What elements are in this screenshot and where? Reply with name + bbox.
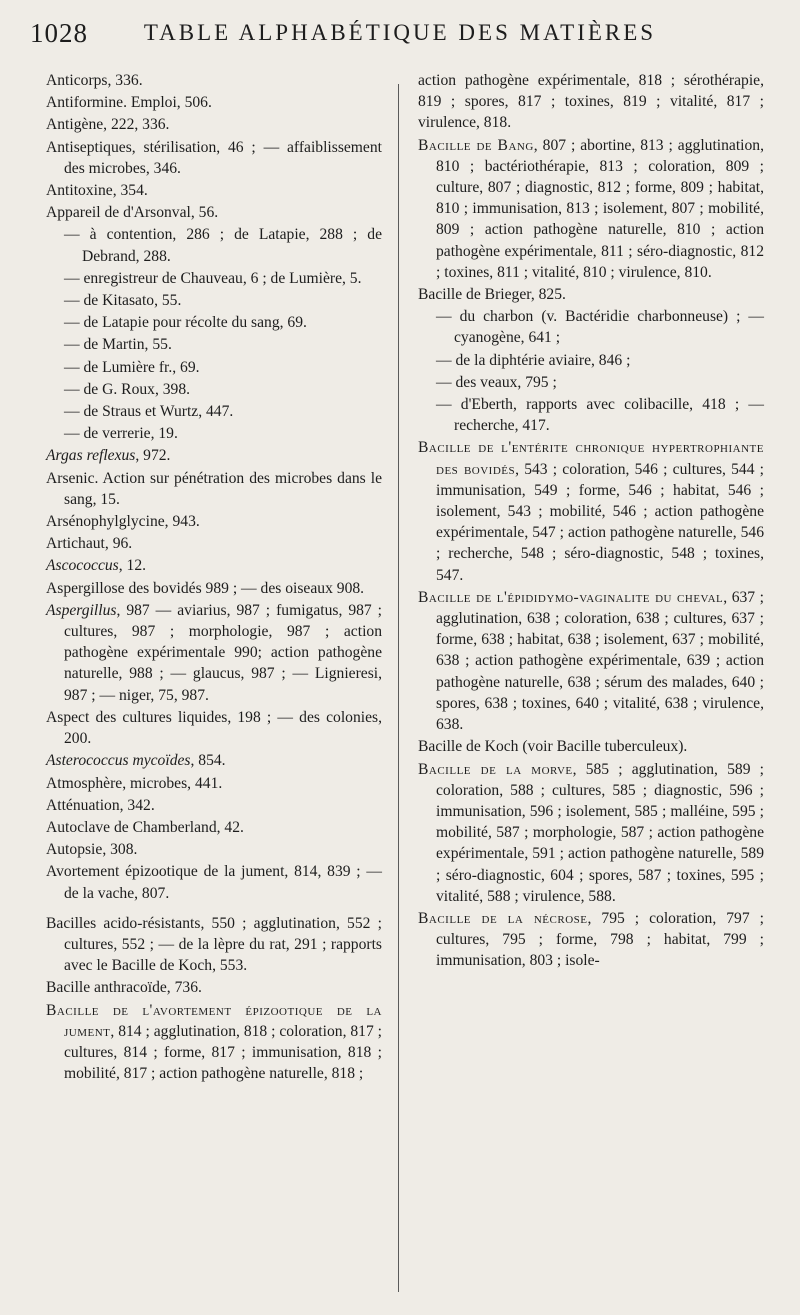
index-entry bbox=[418, 437, 764, 585]
index-entry bbox=[46, 817, 382, 838]
entry-term: Bacille de l'entérite chronique hypertrophiante des bovidés bbox=[418, 439, 764, 478]
index-entry bbox=[418, 394, 764, 436]
entry-term: Bacille de Brieger bbox=[418, 286, 531, 304]
entry-term: Avortement bbox=[46, 863, 120, 881]
entry-term: Bacilles acido-résistants bbox=[46, 914, 201, 932]
entry-term: Bacille de la morve bbox=[418, 760, 573, 778]
entry-term: Ascococcus bbox=[46, 557, 119, 575]
entry-references: , 807 ; abortine, 813 ; agglutination, 810 ; bactériothérapie, 813 ; coloration, 809 ; culture, 807 ; diagnostic, 812 ; forme, 809 ; habitat, 810 ; immunisation, 813 ; isolement, 807 ; mobilité, 809 ; action pathogène naturelle, 810 ; action pathogène expérimentale, 811 ; séro-diagnostic, 812 ; toxines, 811 ; vitalité, 810 ; virulence, 810. bbox=[436, 136, 764, 281]
index-entry bbox=[46, 468, 382, 510]
entry-references: Action sur pénétration des microbes dans le sang, 15. bbox=[64, 469, 382, 508]
entry-term: Atténuation bbox=[46, 796, 120, 814]
entry-references: — d'Eberth, rapports avec colibacille, 418 ; — recherche, 417. bbox=[436, 396, 764, 435]
entry-term: Aspergillose bbox=[46, 579, 125, 597]
entry-references: , 550 ; agglutination, 552 ; cultures, 552 ; — de la lèpre du rat, 291 ; rapports avec le Bacille de Koch, 553. bbox=[64, 914, 382, 975]
index-entry bbox=[46, 423, 382, 444]
index-entry bbox=[46, 137, 382, 179]
entry-references: , 854. bbox=[190, 752, 226, 770]
entry-references: , 354. bbox=[112, 182, 148, 200]
entry-references: — de Latapie pour récolte du sang, 69. bbox=[64, 314, 307, 332]
entry-term: Asterococcus mycoïdes bbox=[46, 752, 191, 770]
entry-references: — de Straus et Wurtz, 447. bbox=[64, 403, 234, 421]
entry-references: , 972. bbox=[135, 447, 171, 465]
index-entry bbox=[418, 350, 764, 371]
entry-references: — de Lumière fr., 69. bbox=[64, 358, 200, 376]
entry-references: — de G. Roux, 398. bbox=[64, 380, 191, 398]
entry-term: Antiseptiques bbox=[46, 138, 132, 156]
index-entry bbox=[46, 555, 382, 576]
entry-term: Antiformine. bbox=[46, 94, 127, 112]
index-entry bbox=[46, 533, 382, 554]
entry-references: — des veaux, 795 ; bbox=[436, 373, 557, 391]
index-entry bbox=[46, 70, 382, 91]
index-entry bbox=[46, 600, 382, 706]
entry-references: (voir Bacille tuberculeux). bbox=[518, 738, 688, 756]
entry-references: action pathogène expérimentale, 818 ; sérothérapie, 819 ; spores, 817 ; toxines, 819 ; vitalité, 817 ; virulence, 818. bbox=[418, 72, 764, 132]
entry-term: Bacille anthracoïde bbox=[46, 979, 167, 997]
entry-references: des bovidés 989 ; — des oiseaux 908. bbox=[124, 579, 365, 597]
index-entry bbox=[46, 511, 382, 532]
entry-references: de Chamberland, 42. bbox=[110, 818, 244, 836]
entry-term: Bacille de la nécrose bbox=[418, 909, 588, 927]
entry-references: , 943. bbox=[164, 513, 200, 531]
index-entry bbox=[46, 290, 382, 311]
index-entry bbox=[46, 180, 382, 201]
index-entry bbox=[46, 334, 382, 355]
page-number: 1028 bbox=[30, 18, 88, 48]
entry-references: — de la diphtérie aviaire, 846 ; bbox=[436, 351, 631, 369]
entry-term: Anticorps bbox=[46, 72, 108, 89]
entry-term: Bacille de Koch bbox=[418, 738, 519, 756]
index-entry bbox=[46, 379, 382, 400]
column-divider bbox=[398, 84, 399, 1292]
entry-references: — de Martin, 55. bbox=[64, 336, 172, 354]
index-entry bbox=[46, 114, 382, 135]
index-entry bbox=[418, 736, 764, 757]
entry-references: — enregistreur de Chauveau, 6 ; de Lumière, 5. bbox=[64, 269, 362, 287]
entry-references: , 12. bbox=[118, 557, 147, 575]
index-entry bbox=[418, 306, 764, 348]
index-entry bbox=[46, 268, 382, 289]
entry-references: — de Kitasato, 55. bbox=[64, 292, 182, 310]
entry-references: — du charbon (v. Bactéridie charbonneuse) ; — cyanogène, 641 ; bbox=[436, 308, 764, 347]
page-header bbox=[0, 14, 800, 54]
index-column-right bbox=[418, 70, 764, 973]
index-entry bbox=[46, 750, 382, 771]
entry-term: Aspect bbox=[46, 708, 90, 726]
entry-references: , 736. bbox=[166, 979, 202, 997]
entry-references: — à contention, 286 ; de Latapie, 288 ; de Debrand, 288. bbox=[64, 226, 382, 265]
entry-term: Antitoxine bbox=[46, 182, 113, 200]
index-entry bbox=[46, 312, 382, 333]
entry-term: Autoclave bbox=[46, 818, 111, 836]
index-entry bbox=[46, 861, 382, 903]
index-entry bbox=[46, 401, 382, 422]
entry-term: Appareil de d'Arsonval bbox=[46, 204, 191, 222]
index-entry bbox=[46, 445, 382, 466]
entry-references: Emploi, 506. bbox=[126, 94, 212, 112]
entry-term: Arsenic. bbox=[46, 469, 99, 487]
index-entry bbox=[46, 92, 382, 113]
entry-references: , stérilisation, 46 ; — affaiblissement des microbes, 346. bbox=[64, 138, 382, 177]
index-column-left bbox=[46, 70, 382, 1085]
entry-references: des cultures liquides, 198 ; — des colonies, 200. bbox=[64, 708, 382, 748]
entry-references: , 336. bbox=[107, 72, 143, 89]
index-entry bbox=[46, 773, 382, 794]
index-entry bbox=[418, 284, 764, 305]
entry-term: Bacille de l'épididymo-vaginalite du cheval bbox=[418, 588, 724, 606]
index-entry bbox=[46, 202, 382, 223]
entry-references: , 987 — aviarius, 987 ; fumigatus, 987 ; cultures, 987 ; morphologie, 987 ; action pathogène expérimentale 990; action pathogène naturelle, 988 ; — glaucus, 987 ; — Lignieresi, 987 ; — niger, 75, 987. bbox=[64, 601, 382, 704]
index-entry bbox=[46, 977, 382, 998]
index-entry bbox=[46, 224, 382, 266]
entry-references: , 96. bbox=[104, 535, 133, 553]
entry-term: Argas reflexus bbox=[46, 447, 136, 465]
entry-references: — de verrerie, 19. bbox=[64, 425, 178, 443]
entry-references: , 637 ; agglutination, 638 ; coloration, 638 ; cultures, 637 ; forme, 638 ; habitat, 638 ; isolement, 637 ; mobilité, 638 ; action pathogène expérimentale, 639 ; action pathogène naturelle, 638 ; sérum des malades, 640 ; spores, 638 ; toxines, 640 ; vitalité, 638 ; virulence, 638. bbox=[436, 588, 765, 734]
index-entry bbox=[418, 759, 764, 907]
index-entry bbox=[46, 795, 382, 816]
entry-term: Aspergillus bbox=[46, 601, 117, 619]
entry-term: Antigène bbox=[46, 116, 104, 134]
entry-term: Bacille de Bang bbox=[418, 136, 534, 154]
index-entry bbox=[46, 578, 382, 599]
entry-references: , 543 ; coloration, 546 ; cultures, 544 ; immunisation, 549 ; forme, 546 ; habitat, 546 ; isolement, 543 ; mobilité, 546 ; action pathogène expérimentale, 547 ; action pathogène naturelle, 546 ; recherche, 548 ; séro-diagnostic, 548 ; toxines, 547. bbox=[436, 460, 764, 584]
index-entry bbox=[46, 839, 382, 860]
index-entry bbox=[418, 372, 764, 393]
entry-references: , 825. bbox=[530, 286, 566, 304]
index-entry bbox=[418, 587, 764, 735]
index-entry bbox=[418, 70, 764, 134]
index-entry bbox=[46, 707, 382, 749]
index-entry bbox=[46, 913, 382, 977]
entry-term: Arsénophylglycine bbox=[46, 513, 165, 531]
entry-term: Bacille de l'avortement épizootique de la jument bbox=[46, 1001, 382, 1040]
entry-references: , 308. bbox=[102, 841, 138, 859]
entry-references: , 585 ; agglutination, 589 ; coloration, 588 ; cultures, 585 ; diagnostic, 596 ; immunisation, 596 ; isolement, 585 ; malléine, 595 ; mobilité, 587 ; morphologie, 587 ; action pathogène expérimentale, 591 ; action pathogène naturelle, 589 ; séro-diagnostic, 604 ; spores, 587 ; toxines, 595 ; vitalité, 588 ; virulence, 588. bbox=[436, 760, 764, 905]
entry-references: épizootique de la jument, 814, 839 ; — de la vache, 807. bbox=[64, 863, 382, 902]
index-entry bbox=[418, 135, 764, 283]
entry-term: Atmosphère bbox=[46, 774, 123, 792]
entry-term: Artichaut bbox=[46, 535, 105, 553]
entry-references: , 222, 336. bbox=[103, 116, 170, 134]
index-entry bbox=[418, 908, 764, 972]
entry-references: , 814 ; agglutination, 818 ; coloration, 817 ; cultures, 814 ; forme, 817 ; immunisation, 818 ; mobilité, 817 ; action pathogène naturelle, 818 ; bbox=[64, 1022, 382, 1083]
entry-references: , 56. bbox=[190, 204, 219, 222]
entry-references: , 342. bbox=[119, 796, 155, 814]
running-title: TABLE ALPHABÉTIQUE DES MATIÈRES bbox=[143, 20, 657, 45]
index-entry bbox=[46, 1000, 382, 1085]
entry-references: , 795 ; coloration, 797 ; cultures, 795 ; forme, 798 ; habitat, 799 ; immunisation, 803 ; isole- bbox=[436, 909, 764, 970]
entry-references: , microbes, 441. bbox=[122, 774, 223, 792]
index-entry bbox=[46, 357, 382, 378]
entry-term: Autopsie bbox=[46, 841, 103, 859]
